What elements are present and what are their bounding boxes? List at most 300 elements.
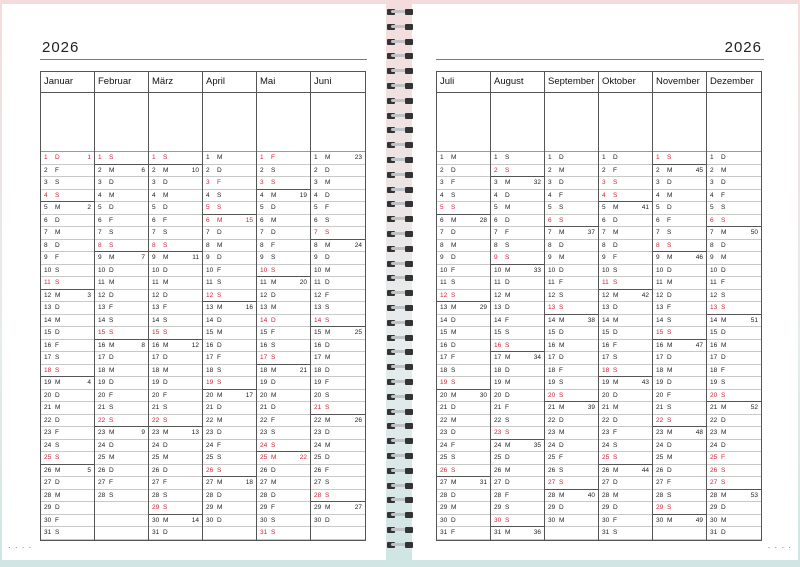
day-row[interactable] [149,502,202,515]
day-row[interactable] [41,252,94,265]
day-row[interactable] [599,352,652,365]
day-row[interactable] [653,190,706,203]
day-row[interactable] [311,290,365,303]
day-row[interactable] [203,315,256,328]
day-row[interactable] [95,327,148,340]
day-row[interactable] [653,502,706,515]
day-row[interactable] [311,215,365,228]
day-row[interactable] [95,365,148,378]
day-row[interactable] [257,390,310,403]
day-row[interactable] [203,477,256,490]
day-row[interactable] [437,365,490,378]
day-row[interactable] [41,265,94,278]
day-row[interactable] [437,427,490,440]
day-row[interactable] [545,340,598,353]
day-row[interactable] [491,152,544,165]
day-row[interactable] [545,265,598,278]
day-row[interactable] [707,415,761,428]
day-row[interactable] [203,202,256,215]
day-row[interactable] [203,352,256,365]
day-row[interactable] [653,177,706,190]
day-row[interactable] [257,427,310,440]
day-row[interactable] [95,252,148,265]
day-row[interactable] [311,190,365,203]
day-row[interactable] [545,502,598,515]
day-row[interactable] [203,215,256,228]
day-row[interactable] [653,265,706,278]
month-notes-area[interactable] [149,93,202,152]
day-row[interactable] [707,340,761,353]
day-row[interactable] [95,352,148,365]
day-row[interactable] [599,477,652,490]
day-row[interactable] [545,440,598,453]
day-row[interactable] [95,165,148,178]
day-row[interactable] [203,265,256,278]
day-row[interactable] [653,327,706,340]
day-row[interactable] [545,427,598,440]
day-row[interactable] [653,202,706,215]
day-row[interactable] [257,452,310,465]
day-row[interactable] [491,327,544,340]
day-row[interactable] [149,290,202,303]
day-row[interactable] [437,265,490,278]
day-row[interactable] [257,190,310,203]
day-row[interactable] [203,365,256,378]
day-row[interactable] [257,302,310,315]
day-row[interactable] [257,415,310,428]
day-row[interactable] [41,415,94,428]
day-row[interactable] [311,265,365,278]
day-row[interactable] [437,227,490,240]
day-row[interactable] [491,427,544,440]
day-row[interactable] [599,202,652,215]
day-row[interactable] [707,315,761,328]
day-row[interactable] [41,277,94,290]
day-row[interactable] [437,452,490,465]
day-row[interactable] [41,490,94,503]
day-row[interactable] [257,252,310,265]
day-row[interactable] [653,315,706,328]
day-row[interactable] [437,377,490,390]
day-row[interactable] [707,352,761,365]
day-row[interactable] [95,240,148,253]
day-row[interactable] [599,240,652,253]
day-row[interactable] [149,415,202,428]
day-row[interactable] [95,215,148,228]
day-row[interactable] [437,340,490,353]
day-row[interactable] [41,340,94,353]
day-row[interactable] [653,252,706,265]
day-row[interactable] [545,490,598,503]
day-row[interactable] [545,327,598,340]
day-row[interactable] [257,502,310,515]
day-row[interactable] [95,177,148,190]
month-notes-area[interactable] [707,93,761,152]
day-row[interactable] [311,277,365,290]
day-row[interactable] [545,152,598,165]
day-row[interactable] [707,515,761,528]
day-row[interactable] [203,452,256,465]
day-row[interactable] [491,315,544,328]
month-notes-area[interactable] [203,93,256,152]
day-row[interactable] [491,465,544,478]
day-row[interactable] [95,290,148,303]
day-row[interactable] [257,365,310,378]
day-row[interactable] [203,177,256,190]
day-row[interactable] [707,377,761,390]
day-row[interactable] [491,440,544,453]
day-row[interactable] [257,377,310,390]
day-row[interactable] [311,152,365,165]
day-row[interactable] [491,190,544,203]
day-row[interactable] [653,402,706,415]
day-row[interactable] [599,277,652,290]
day-row[interactable] [707,452,761,465]
day-row[interactable] [257,352,310,365]
day-row[interactable] [707,240,761,253]
day-row[interactable] [149,340,202,353]
day-row[interactable] [437,490,490,503]
day-row[interactable] [257,215,310,228]
day-row[interactable] [437,215,490,228]
day-row[interactable] [707,227,761,240]
day-row[interactable] [707,302,761,315]
day-row[interactable] [149,352,202,365]
day-row[interactable] [437,302,490,315]
day-row[interactable] [599,215,652,228]
day-row[interactable] [311,477,365,490]
month-notes-area[interactable] [41,93,94,152]
day-row[interactable] [437,352,490,365]
day-row[interactable] [707,465,761,478]
month-notes-area[interactable] [311,93,365,152]
day-row[interactable] [491,377,544,390]
day-row[interactable] [545,515,598,528]
day-row[interactable] [599,290,652,303]
day-row[interactable] [653,452,706,465]
day-row[interactable] [491,290,544,303]
day-row[interactable] [545,352,598,365]
day-row[interactable] [95,302,148,315]
day-row[interactable] [41,290,94,303]
day-row[interactable] [707,527,761,540]
day-row[interactable] [95,415,148,428]
day-row[interactable] [599,327,652,340]
day-row[interactable] [437,165,490,178]
day-row[interactable] [203,240,256,253]
day-row[interactable] [545,465,598,478]
day-row[interactable] [149,402,202,415]
day-row[interactable] [203,252,256,265]
day-row[interactable] [311,302,365,315]
day-row[interactable] [491,502,544,515]
day-row[interactable] [203,290,256,303]
day-row[interactable] [311,327,365,340]
day-row[interactable] [311,202,365,215]
day-row[interactable] [545,227,598,240]
day-row[interactable] [491,490,544,503]
day-row[interactable] [203,340,256,353]
day-row[interactable] [653,165,706,178]
day-row[interactable] [437,190,490,203]
day-row[interactable] [707,290,761,303]
day-row[interactable] [311,227,365,240]
day-row[interactable] [491,477,544,490]
day-row[interactable] [707,440,761,453]
day-row[interactable] [95,440,148,453]
day-row[interactable] [599,365,652,378]
day-row[interactable] [599,415,652,428]
day-row[interactable] [311,402,365,415]
day-row[interactable] [311,252,365,265]
day-row[interactable] [491,177,544,190]
day-row[interactable] [257,240,310,253]
day-row[interactable] [437,402,490,415]
day-row[interactable] [491,265,544,278]
day-row[interactable] [41,390,94,403]
day-row[interactable] [41,177,94,190]
day-row[interactable] [653,152,706,165]
day-row[interactable] [491,415,544,428]
day-row[interactable] [149,427,202,440]
day-row[interactable] [257,227,310,240]
day-row[interactable] [149,215,202,228]
day-row[interactable] [41,302,94,315]
day-row[interactable] [95,152,148,165]
day-row[interactable] [545,252,598,265]
day-row[interactable] [653,477,706,490]
day-row[interactable] [203,415,256,428]
day-row[interactable] [707,427,761,440]
day-row[interactable] [257,402,310,415]
day-row[interactable] [437,290,490,303]
day-row[interactable] [41,427,94,440]
day-row[interactable] [41,240,94,253]
day-row[interactable] [95,477,148,490]
day-row[interactable] [149,365,202,378]
day-row[interactable] [95,377,148,390]
day-row[interactable] [203,390,256,403]
day-row[interactable] [599,515,652,528]
day-row[interactable] [311,440,365,453]
day-row[interactable] [545,165,598,178]
day-row[interactable] [653,290,706,303]
day-row[interactable] [707,390,761,403]
day-row[interactable] [257,340,310,353]
day-row[interactable] [149,327,202,340]
day-row[interactable] [203,377,256,390]
day-row[interactable] [599,390,652,403]
day-row[interactable] [203,515,256,528]
day-row[interactable] [95,465,148,478]
day-row[interactable] [653,215,706,228]
day-row[interactable] [257,515,310,528]
day-row[interactable] [545,290,598,303]
day-row[interactable] [41,190,94,203]
day-row[interactable] [599,502,652,515]
day-row[interactable] [203,152,256,165]
day-row[interactable] [545,390,598,403]
day-row[interactable] [707,177,761,190]
day-row[interactable] [311,515,365,528]
day-row[interactable] [545,415,598,428]
day-row[interactable] [599,265,652,278]
day-row[interactable] [599,527,652,540]
day-row[interactable] [149,390,202,403]
day-row[interactable] [257,165,310,178]
day-row[interactable] [203,440,256,453]
day-row[interactable] [257,290,310,303]
day-row[interactable] [311,365,365,378]
day-row[interactable] [437,440,490,453]
day-row[interactable] [149,265,202,278]
month-notes-area[interactable] [437,93,490,152]
day-row[interactable] [707,402,761,415]
day-row[interactable] [437,415,490,428]
day-row[interactable] [491,352,544,365]
day-row[interactable] [653,465,706,478]
day-row[interactable] [599,302,652,315]
day-row[interactable] [41,152,94,165]
day-row[interactable] [311,165,365,178]
day-row[interactable] [41,502,94,515]
day-row[interactable] [149,252,202,265]
day-row[interactable] [545,402,598,415]
day-row[interactable] [653,415,706,428]
day-row[interactable] [203,427,256,440]
day-row[interactable] [707,215,761,228]
day-row[interactable] [707,327,761,340]
day-row[interactable] [95,490,148,503]
day-row[interactable] [653,490,706,503]
day-row[interactable] [491,402,544,415]
day-row[interactable] [41,377,94,390]
day-row[interactable] [149,440,202,453]
day-row[interactable] [437,177,490,190]
day-row[interactable] [203,302,256,315]
day-row[interactable] [599,440,652,453]
day-row[interactable] [653,302,706,315]
day-row[interactable] [653,227,706,240]
day-row[interactable] [41,477,94,490]
day-row[interactable] [95,277,148,290]
day-row[interactable] [149,177,202,190]
day-row[interactable] [491,277,544,290]
day-row[interactable] [311,390,365,403]
day-row[interactable] [491,527,544,540]
day-row[interactable] [95,227,148,240]
day-row[interactable] [707,477,761,490]
month-notes-area[interactable] [95,93,148,152]
day-row[interactable] [545,452,598,465]
day-row[interactable] [41,215,94,228]
day-row[interactable] [491,452,544,465]
day-row[interactable] [707,490,761,503]
day-row[interactable] [311,415,365,428]
day-row[interactable] [545,365,598,378]
day-row[interactable] [149,315,202,328]
day-row[interactable] [41,227,94,240]
month-notes-area[interactable] [599,93,652,152]
day-row[interactable] [311,465,365,478]
day-row[interactable] [203,227,256,240]
day-row[interactable] [257,152,310,165]
day-row[interactable] [545,177,598,190]
day-row[interactable] [257,327,310,340]
day-row[interactable] [707,365,761,378]
day-row[interactable] [149,302,202,315]
day-row[interactable] [203,490,256,503]
day-row[interactable] [95,390,148,403]
day-row[interactable] [149,190,202,203]
day-row[interactable] [149,240,202,253]
day-row[interactable] [257,527,310,540]
day-row[interactable] [707,277,761,290]
day-row[interactable] [599,402,652,415]
day-row[interactable] [545,190,598,203]
month-notes-area[interactable] [257,93,310,152]
day-row[interactable] [95,202,148,215]
day-row[interactable] [599,227,652,240]
day-row[interactable] [95,190,148,203]
day-row[interactable] [437,152,490,165]
day-row[interactable] [95,340,148,353]
day-row[interactable] [653,390,706,403]
day-row[interactable] [149,452,202,465]
day-row[interactable] [311,427,365,440]
day-row[interactable] [491,515,544,528]
day-row[interactable] [149,490,202,503]
day-row[interactable] [437,277,490,290]
day-row[interactable] [41,365,94,378]
day-row[interactable] [257,465,310,478]
day-row[interactable] [203,402,256,415]
day-row[interactable] [545,202,598,215]
day-row[interactable] [707,502,761,515]
day-row[interactable] [707,202,761,215]
day-row[interactable] [599,190,652,203]
day-row[interactable] [599,465,652,478]
day-row[interactable] [149,477,202,490]
day-row[interactable] [707,152,761,165]
day-row[interactable] [41,440,94,453]
day-row[interactable] [491,365,544,378]
day-row[interactable] [41,465,94,478]
day-row[interactable] [599,252,652,265]
day-row[interactable] [491,390,544,403]
day-row[interactable] [545,477,598,490]
day-row[interactable] [653,340,706,353]
day-row[interactable] [149,202,202,215]
day-row[interactable] [203,465,256,478]
day-row[interactable] [311,490,365,503]
day-row[interactable] [437,327,490,340]
day-row[interactable] [599,490,652,503]
day-row[interactable] [599,152,652,165]
day-row[interactable] [707,252,761,265]
day-row[interactable] [149,277,202,290]
day-row[interactable] [491,165,544,178]
day-row[interactable] [491,252,544,265]
day-row[interactable] [491,340,544,353]
day-row[interactable] [437,240,490,253]
month-notes-area[interactable] [545,93,598,152]
day-row[interactable] [203,502,256,515]
day-row[interactable] [599,177,652,190]
day-row[interactable] [95,452,148,465]
day-row[interactable] [257,490,310,503]
day-row[interactable] [311,240,365,253]
